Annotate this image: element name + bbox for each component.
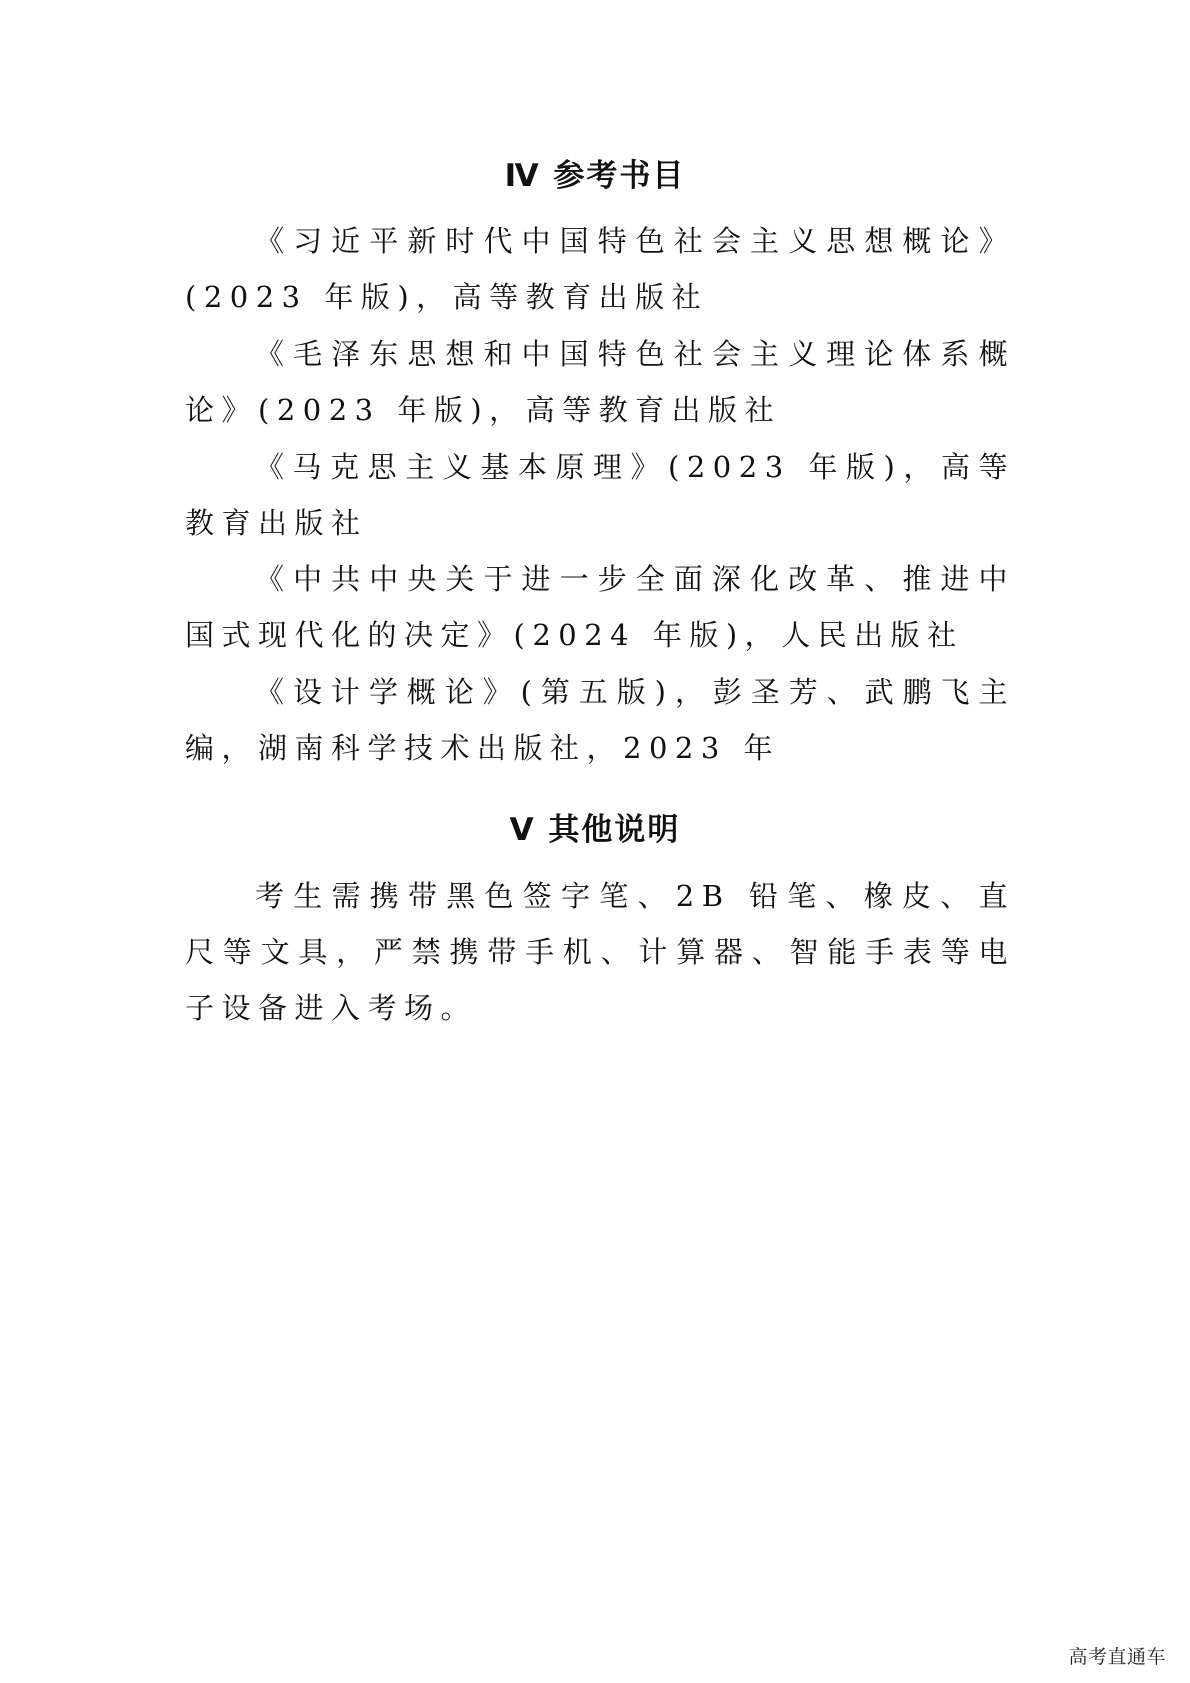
reference-item: 《毛泽东思想和中国特色社会主义理论体系概论》(2023 年版)，高等教育出版社 (185, 337, 1015, 427)
reference-item: 《习近平新时代中国特色社会主义思想概论》(2023 年版)，高等教育出版社 (185, 224, 1015, 314)
section-heading-other-notes: Ⅴ 其他说明 (509, 812, 681, 848)
reference-item: 《马克思主义基本原理》(2023 年版)，高等教育出版社 (185, 450, 1015, 540)
note-paragraph: 考生需携带黑色签字笔、2B 铅笔、橡皮、直尺等文具，严禁携带手机、计算器、智能手表等电子设备进入考场。 (185, 879, 1015, 1025)
section-heading-references: Ⅳ 参考书目 (504, 158, 686, 194)
reference-item: 《中共中央关于进一步全面深化改革、推进中国式现代化的决定》(2024 年版)，人民出版社 (185, 562, 1015, 652)
watermark-text: 高考直通车 (1068, 1646, 1166, 1668)
reference-item: 《设计学概论》(第五版)，彭圣芳、武鹏飞主编，湖南科学技术出版社，2023 年 (185, 675, 1015, 765)
